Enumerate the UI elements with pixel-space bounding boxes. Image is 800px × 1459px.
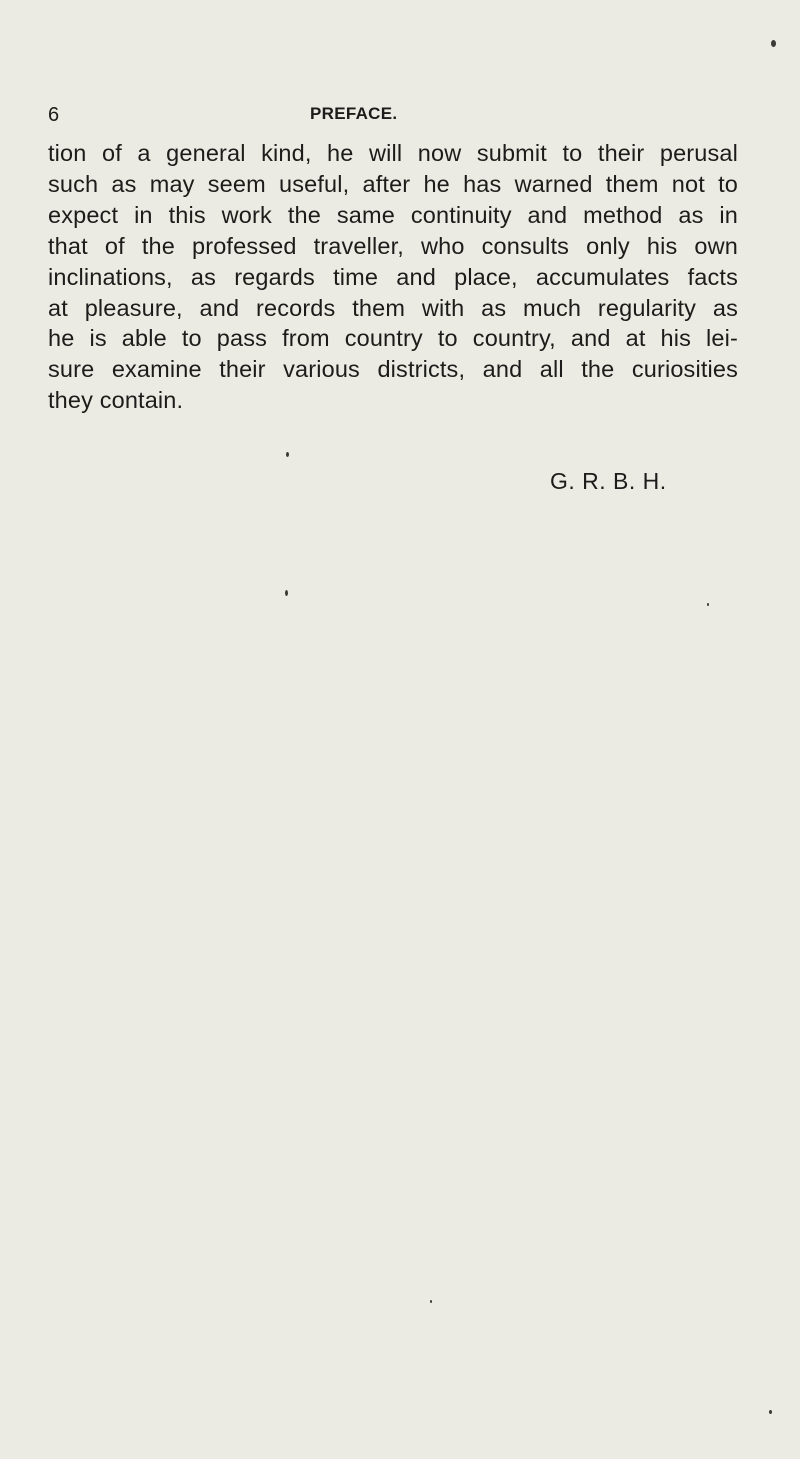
text-line: that of the professed traveller, who consults only his own	[48, 232, 738, 259]
text-line: tion of a general kind, he will now submit to their perusal	[48, 140, 738, 166]
text-line: such as may seem useful, after he has warned them not to	[48, 170, 738, 197]
preface-paragraph	[48, 138, 738, 416]
paper-speck	[769, 1410, 772, 1414]
paper-speck	[285, 590, 288, 596]
page-number: 6	[48, 104, 60, 126]
text-line: expect in this work the same continuity and method as in	[48, 201, 738, 228]
running-head	[48, 104, 738, 130]
text-line: sure examine their various districts, and all the curiosities	[48, 356, 738, 383]
paper-speck	[771, 40, 776, 47]
text-line: they contain.	[48, 387, 184, 414]
text-line: he is able to pass from country to country, and at his lei-	[48, 325, 738, 352]
paper-speck	[286, 452, 289, 457]
text-line: inclinations, as regards time and place, accumulates facts	[48, 263, 738, 290]
paper-speck	[430, 1300, 432, 1303]
running-head-title: PREFACE.	[310, 104, 398, 123]
author-signature: G. R. B. H.	[550, 468, 667, 494]
paper-speck	[707, 603, 709, 606]
text-line: at pleasure, and records them with as much regularity as	[48, 294, 738, 321]
